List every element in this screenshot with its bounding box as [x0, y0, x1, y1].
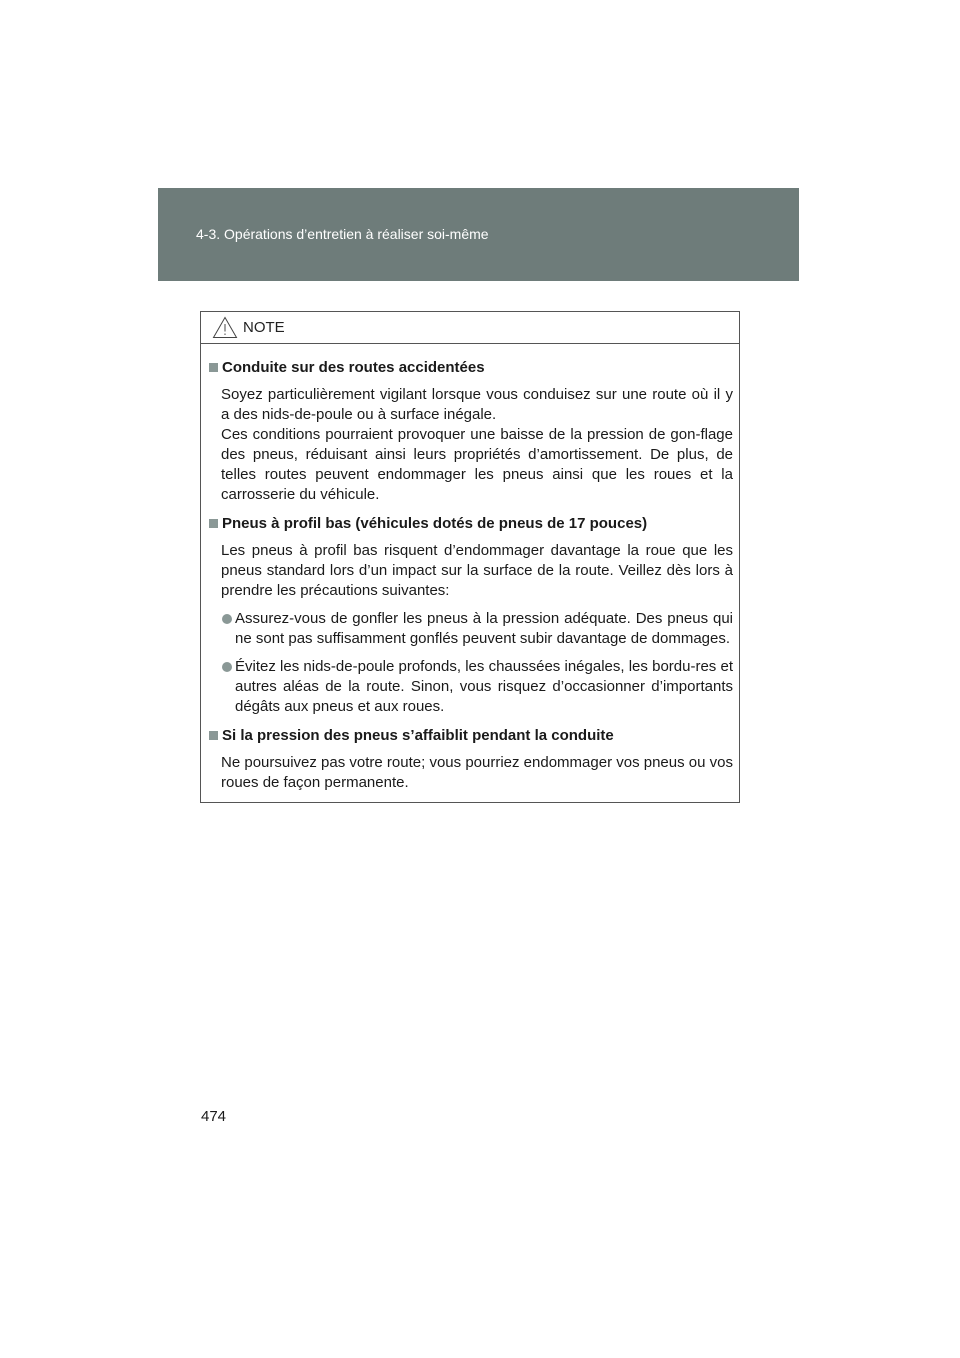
- section-heading-text: Conduite sur des routes accidentées: [222, 359, 485, 376]
- note-box: [200, 311, 740, 803]
- paragraph: Ces conditions pourraient provoquer une baisse de la pression de gon-flage des pneus, réduisant ainsi leurs propriétés d’amortissement. De plus, de telles routes peuvent endommager les pneus ainsi que les roues et la carrosserie du véhicule.: [221, 426, 733, 503]
- section-heading-text: Pneus à profil bas (véhicules dotés de pneus de 17 pouces): [222, 515, 648, 532]
- section-title: 4-3. Opérations d’entretien à réaliser soi-même: [196, 226, 489, 242]
- section-heading: [208, 514, 733, 534]
- note-label: NOTE: [243, 319, 285, 336]
- circle-bullet-icon: [222, 614, 232, 624]
- section-heading: [208, 726, 733, 746]
- paragraph: Ne poursuivez pas votre route; vous pourriez endommager vos pneus ou vos roues de façon permanente.: [221, 754, 733, 791]
- note-header: [201, 312, 739, 344]
- section-header-band: [158, 188, 799, 281]
- list-item: [208, 609, 733, 649]
- square-bullet-icon: [209, 363, 218, 372]
- section-heading-text: Si la pression des pneus s’affaiblit pendant la conduite: [222, 727, 614, 744]
- list-item-text: Évitez les nids-de-poule profonds, les chaussées inégales, les bordu-res et autres aléas de la route. Sinon, vous risquez d’occasionner d’importants dégâts aux pneus et aux roues.: [235, 658, 733, 715]
- square-bullet-icon: [209, 731, 218, 740]
- paragraph: Les pneus à profil bas risquent d’endommager davantage la roue que les pneus standard lors d’un impact sur la surface de la route. Veillez dès lors à prendre les précautions suivantes:: [221, 542, 733, 599]
- warning-triangle-icon: [212, 316, 238, 339]
- paragraph: Soyez particulièrement vigilant lorsque vous conduisez sur une route où il y a des nids-de-poule ou à surface inégale.: [221, 386, 733, 423]
- page-number: 474: [201, 1108, 227, 1125]
- square-bullet-icon: [209, 519, 218, 528]
- note-body: [201, 344, 739, 793]
- list-item-text: Assurez-vous de gonfler les pneus à la pression adéquate. Des pneus qui ne sont pas suffisamment gonflés peuvent subir davantage de dommages.: [235, 610, 733, 647]
- circle-bullet-icon: [222, 662, 232, 672]
- section-heading: [208, 358, 733, 378]
- list-item: [208, 657, 733, 717]
